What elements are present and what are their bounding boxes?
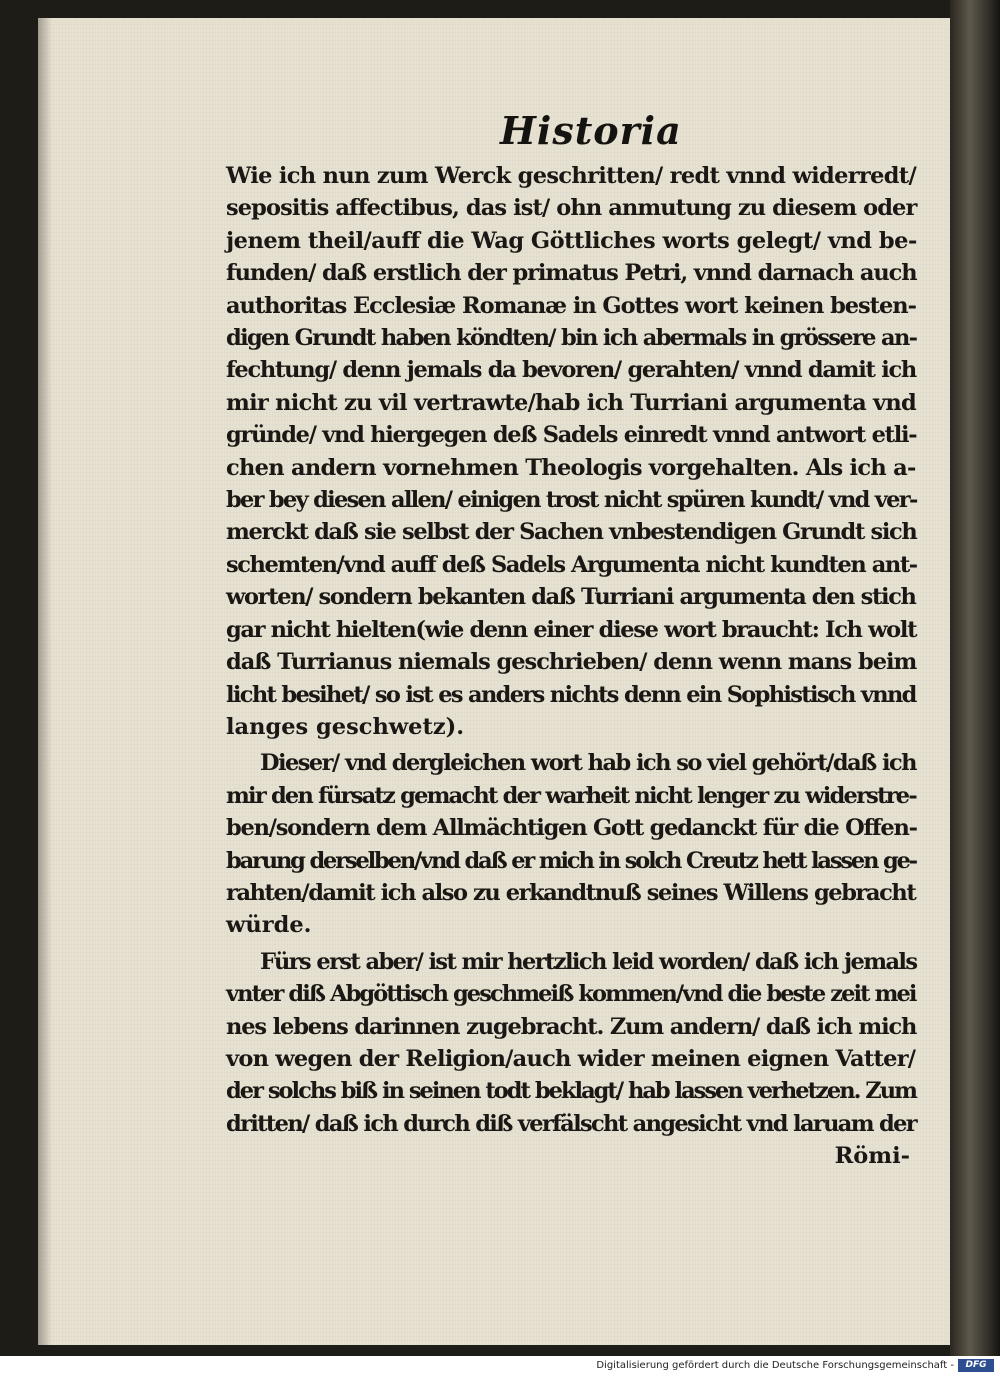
dfg-logo: DFG: [958, 1359, 994, 1372]
text-line: Wie ich nun zum Werck geschritten/ redt vnnd widerredt/: [226, 163, 917, 189]
body-text: [226, 160, 916, 1173]
text-line: Fürs erst aber/ ist mir hertzlich leid worden/ daß ich jemals: [260, 948, 917, 975]
text-line: sepositis affectibus, das ist/ ohn anmutung zu diesem oder: [226, 195, 917, 222]
book-binding: [950, 0, 1000, 1356]
text-line: ber bey diesen allen/ einigen trost nicht spüren kundt/ vnd ver-: [226, 487, 917, 514]
text-line: digen Grundt haben köndten/ bin ich abermals in grössere an-: [226, 325, 917, 352]
running-title: Historia: [500, 108, 682, 153]
text-line: barung derselben/vnd daß er mich in solch Creutz hett lassen ge-: [226, 847, 916, 874]
text-line: daß Turrianus niemals geschrieben/ denn wenn mans beim: [226, 649, 917, 676]
text-line: würde.: [226, 912, 312, 939]
catchword: Römi-: [834, 1143, 910, 1170]
funding-credit: Digitalisierung gefördert durch die Deutsche Forschungsgemeinschaft -: [596, 1360, 954, 1371]
text-line: licht besihet/ so ist es anders nichts denn ein Sophistisch vnnd: [226, 681, 916, 708]
text-line: mir den fürsatz gemacht der warheit nicht lenger zu widerstre-: [226, 782, 916, 809]
text-line: worten/ sondern bekanten daß Turriani argumenta den stich: [226, 584, 916, 611]
text-line: der solchs biß in seinen todt beklagt/ hab lassen verhetzen. Zum: [226, 1078, 916, 1105]
page-edge-shadow: [38, 18, 52, 1345]
text-line: chen andern vornehmen Theologis vorgehalten. Als ich a-: [226, 454, 916, 481]
text-line: von wegen der Religion/auch wider meinen eignen Vatter/: [226, 1045, 916, 1072]
text-line: rahten/damit ich also zu erkandtnuß seines Willens gebracht: [226, 879, 916, 906]
text-line: dritten/ daß ich durch diß verfälscht angesicht vnd laruam der: [226, 1110, 917, 1137]
text-line: mir nicht zu vil vertrawte/hab ich Turriani argumenta vnd: [226, 389, 917, 416]
text-line: Dieser/ vnd dergleichen wort hab ich so viel gehört/daß ich: [260, 750, 916, 777]
text-line: langes geschwetz).: [226, 713, 465, 740]
text-line: nes lebens darinnen zugebracht. Zum andern/ daß ich mich: [226, 1013, 917, 1040]
text-line: authoritas Ecclesiæ Romanæ in Gottes wort keinen besten-: [226, 292, 916, 319]
text-line: schemten/vnd auff deß Sadels Argumenta nicht kundten ant-: [226, 551, 917, 578]
text-line: vnter diß Abgöttisch geschmeiß kommen/vnd die beste zeit mei: [226, 981, 916, 1008]
text-line: merckt daß sie selbst der Sachen vnbestendigen Grundt sich: [226, 519, 917, 546]
text-line: funden/ daß erstlich der primatus Petri, vnnd darnach auch: [226, 260, 917, 287]
text-line: fechtung/ denn jemals da bevoren/ gerahten/ vnnd damit ich: [226, 357, 917, 384]
text-line: gar nicht hielten(wie denn einer diese wort braucht: Ich wolt: [226, 616, 917, 643]
text-line: ben/sondern dem Allmächtigen Gott gedanckt für die Offen-: [226, 815, 917, 842]
text-line: jenem theil/auff die Wag Göttliches worts gelegt/ vnd be-: [226, 227, 917, 254]
footer-bar: [0, 1356, 1000, 1376]
text-line: gründe/ vnd hiergegen deß Sadels einredt vnnd antwort etli-: [226, 422, 917, 449]
